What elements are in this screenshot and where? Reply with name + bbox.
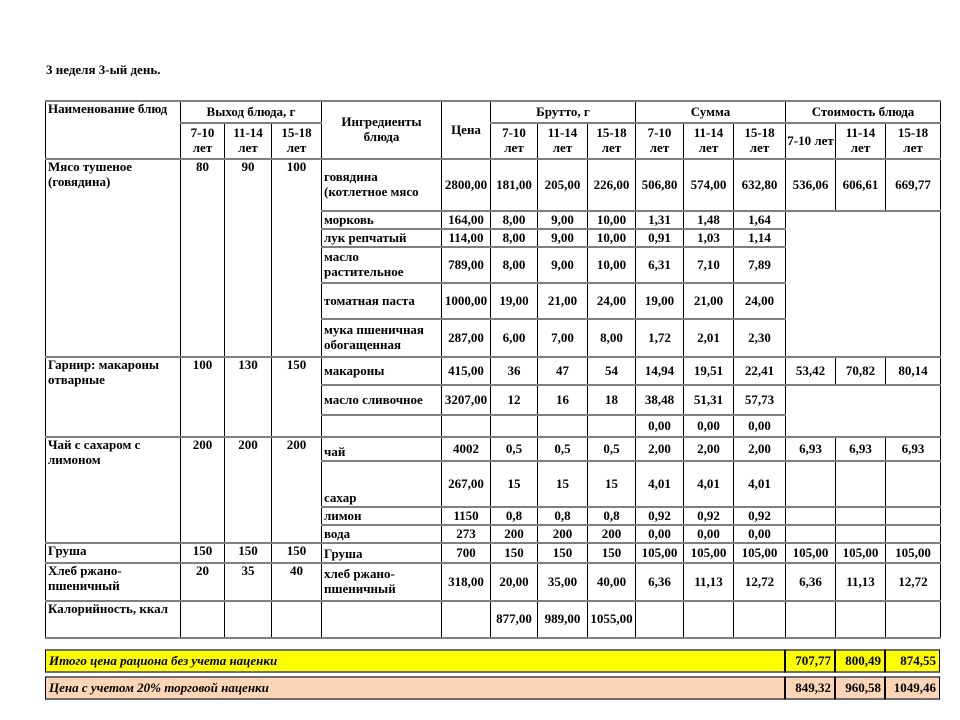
value-cell: 0,8 bbox=[491, 507, 538, 525]
value-cell: 10,00 bbox=[588, 211, 636, 229]
value-cell: 205,00 bbox=[538, 159, 588, 211]
summary-markup-value: 1049,46 bbox=[885, 676, 940, 700]
value-cell: 0,5 bbox=[538, 437, 588, 461]
value-cell: 15 bbox=[588, 461, 636, 507]
age-group-header: 7-10 лет bbox=[181, 123, 225, 159]
age-group-header: 15-18 лет bbox=[272, 123, 322, 159]
value-cell: 6,31 bbox=[636, 247, 684, 283]
ingredient-cell: томатная паста bbox=[322, 283, 442, 319]
age-group-header: 7-10 лет bbox=[786, 123, 836, 159]
value-cell: 19,51 bbox=[684, 357, 734, 385]
value-cell: 7,10 bbox=[684, 247, 734, 283]
dish-name-cell: Калорийность, ккал bbox=[46, 601, 181, 638]
value-cell: 57,73 bbox=[734, 385, 786, 415]
value-cell: 0,92 bbox=[636, 507, 684, 525]
value-cell: 4,01 bbox=[684, 461, 734, 507]
value-cell: 35,00 bbox=[538, 563, 588, 601]
value-cell: 8,00 bbox=[491, 211, 538, 229]
value-cell: 22,41 bbox=[734, 357, 786, 385]
value-cell: 574,00 bbox=[684, 159, 734, 211]
portion-weight-cell: 200 bbox=[181, 437, 225, 543]
value-cell: 2,30 bbox=[734, 319, 786, 357]
value-cell: 606,61 bbox=[836, 159, 886, 211]
price-cell: 1150 bbox=[442, 507, 491, 525]
value-cell: 1,31 bbox=[636, 211, 684, 229]
ingredient-cell: мука пшеничная обогащенная bbox=[322, 319, 442, 357]
portion-weight-cell: 35 bbox=[225, 563, 272, 601]
value-cell: 877,00 bbox=[491, 601, 538, 638]
value-cell: 0,5 bbox=[491, 437, 538, 461]
value-cell: 14,94 bbox=[636, 357, 684, 385]
value-cell: 0,00 bbox=[684, 525, 734, 543]
value-cell: 150 bbox=[538, 543, 588, 563]
ingredient-cell bbox=[322, 415, 442, 437]
value-cell: 36 bbox=[491, 357, 538, 385]
value-cell: 11,13 bbox=[836, 563, 886, 601]
price-cell: 3207,00 bbox=[442, 385, 491, 415]
value-cell: 669,77 bbox=[886, 159, 941, 211]
age-group-header: 15-18 лет bbox=[886, 123, 941, 159]
ingredient-cell: вода bbox=[322, 525, 442, 543]
value-cell: 10,00 bbox=[588, 247, 636, 283]
summary-markup-value: 849,32 bbox=[785, 676, 835, 700]
empty-cell bbox=[786, 507, 836, 525]
summary-markup-label: Цена с учетом 20% торговой наценки bbox=[45, 676, 785, 700]
value-cell: 2,00 bbox=[636, 437, 684, 461]
value-cell: 150 bbox=[588, 543, 636, 563]
value-cell: 6,36 bbox=[786, 563, 836, 601]
value-cell: 18 bbox=[588, 385, 636, 415]
value-cell: 1055,00 bbox=[588, 601, 636, 638]
age-group-header: 11-14 лет bbox=[538, 123, 588, 159]
portion-weight-cell: 20 bbox=[181, 563, 225, 601]
value-cell: 1,64 bbox=[734, 211, 786, 229]
age-group-header: 7-10 лет bbox=[491, 123, 538, 159]
empty-cell bbox=[538, 415, 588, 437]
value-cell: 2,01 bbox=[684, 319, 734, 357]
age-group-header: 11-14 лет bbox=[836, 123, 886, 159]
value-cell: 20,00 bbox=[491, 563, 538, 601]
dish-name-cell: Гарнир: макароны отварные bbox=[46, 357, 181, 437]
empty-cell bbox=[786, 525, 836, 543]
empty-cell bbox=[636, 601, 684, 638]
ingredient-cell: Груша bbox=[322, 543, 442, 563]
value-cell: 632,80 bbox=[734, 159, 786, 211]
portion-weight-cell: 150 bbox=[181, 543, 225, 563]
price-cell: 789,00 bbox=[442, 247, 491, 283]
value-cell: 21,00 bbox=[538, 283, 588, 319]
header-ingredients: Ингредиенты блюда bbox=[322, 101, 442, 159]
dish-name-cell: Груша bbox=[46, 543, 181, 563]
price-cell: 114,00 bbox=[442, 229, 491, 247]
empty-cell bbox=[684, 601, 734, 638]
price-cell: 273 bbox=[442, 525, 491, 543]
ingredient-cell: масло растительное bbox=[322, 247, 442, 283]
ingredient-cell: хлеб ржано-пшеничный bbox=[322, 563, 442, 601]
value-cell: 150 bbox=[491, 543, 538, 563]
value-cell: 105,00 bbox=[836, 543, 886, 563]
summary-total-label: Итого цена рациона без учета наценки bbox=[45, 649, 785, 673]
header-brutto: Брутто, г bbox=[491, 101, 636, 123]
portion-weight-cell: 200 bbox=[225, 437, 272, 543]
value-cell: 51,31 bbox=[684, 385, 734, 415]
value-cell: 506,80 bbox=[636, 159, 684, 211]
price-cell: 415,00 bbox=[442, 357, 491, 385]
ingredient-cell: сахар bbox=[322, 461, 442, 507]
age-group-header: 11-14 лет bbox=[684, 123, 734, 159]
empty-cell bbox=[886, 601, 941, 638]
empty-cell bbox=[836, 601, 886, 638]
empty-cell bbox=[886, 461, 941, 507]
portion-weight-cell: 150 bbox=[225, 543, 272, 563]
value-cell: 12,72 bbox=[886, 563, 941, 601]
value-cell: 105,00 bbox=[734, 543, 786, 563]
summary-total-value: 800,49 bbox=[835, 649, 885, 673]
header-dish-name: Наименование блюд bbox=[46, 101, 181, 159]
price-cell bbox=[442, 601, 491, 638]
price-cell: 287,00 bbox=[442, 319, 491, 357]
portion-weight-cell: 40 bbox=[272, 563, 322, 601]
summary-markup-value: 960,58 bbox=[835, 676, 885, 700]
portion-weight-cell: 80 bbox=[181, 159, 225, 357]
dish-name-cell: Хлеб ржано-пшеничный bbox=[46, 563, 181, 601]
value-cell: 12 bbox=[491, 385, 538, 415]
value-cell: 200 bbox=[491, 525, 538, 543]
value-cell: 9,00 bbox=[538, 211, 588, 229]
value-cell: 1,72 bbox=[636, 319, 684, 357]
value-cell: 54 bbox=[588, 357, 636, 385]
value-cell: 8,00 bbox=[588, 319, 636, 357]
value-cell: 989,00 bbox=[538, 601, 588, 638]
value-cell: 0,92 bbox=[734, 507, 786, 525]
value-cell: 47 bbox=[538, 357, 588, 385]
value-cell: 10,00 bbox=[588, 229, 636, 247]
dish-name-cell: Мясо тушеное (говядина) bbox=[46, 159, 181, 357]
price-cell: 4002 bbox=[442, 437, 491, 461]
value-cell: 11,13 bbox=[684, 563, 734, 601]
value-cell: 2,00 bbox=[684, 437, 734, 461]
empty-cell bbox=[786, 461, 836, 507]
value-cell: 24,00 bbox=[734, 283, 786, 319]
ingredient-cell: лимон bbox=[322, 507, 442, 525]
ingredient-cell: говядина (котлетное мясо bbox=[322, 159, 442, 211]
portion-weight-cell: 150 bbox=[272, 543, 322, 563]
value-cell: 7,89 bbox=[734, 247, 786, 283]
value-cell: 0,00 bbox=[636, 525, 684, 543]
value-cell: 200 bbox=[538, 525, 588, 543]
price-cell: 1000,00 bbox=[442, 283, 491, 319]
value-cell: 4,01 bbox=[734, 461, 786, 507]
value-cell: 0,00 bbox=[734, 525, 786, 543]
age-group-header: 11-14 лет bbox=[225, 123, 272, 159]
value-cell: 226,00 bbox=[588, 159, 636, 211]
portion-weight-cell: 100 bbox=[181, 357, 225, 437]
value-cell: 40,00 bbox=[588, 563, 636, 601]
value-cell: 15 bbox=[538, 461, 588, 507]
price-cell: 2800,00 bbox=[442, 159, 491, 211]
empty-cell bbox=[442, 415, 491, 437]
value-cell: 0,91 bbox=[636, 229, 684, 247]
value-cell: 8,00 bbox=[491, 229, 538, 247]
value-cell: 9,00 bbox=[538, 229, 588, 247]
ingredient-cell: морковь bbox=[322, 211, 442, 229]
empty-cell bbox=[225, 601, 272, 638]
value-cell: 38,48 bbox=[636, 385, 684, 415]
ingredient-cell: масло сливочное bbox=[322, 385, 442, 415]
dish-name-cell: Чай с сахаром с лимоном bbox=[46, 437, 181, 543]
value-cell: 24,00 bbox=[588, 283, 636, 319]
value-cell: 8,00 bbox=[491, 247, 538, 283]
ingredient-cell: лук репчатый bbox=[322, 229, 442, 247]
value-cell: 70,82 bbox=[836, 357, 886, 385]
price-cell: 164,00 bbox=[442, 211, 491, 229]
value-cell: 1,14 bbox=[734, 229, 786, 247]
value-cell: 105,00 bbox=[786, 543, 836, 563]
portion-weight-cell: 100 bbox=[272, 159, 322, 357]
value-cell: 0,5 bbox=[588, 437, 636, 461]
value-cell: 80,14 bbox=[886, 357, 941, 385]
value-cell: 6,93 bbox=[786, 437, 836, 461]
portion-weight-cell: 130 bbox=[225, 357, 272, 437]
value-cell: 6,00 bbox=[491, 319, 538, 357]
page-title: 3 неделя 3-ый день. bbox=[46, 62, 161, 77]
empty-cell bbox=[786, 601, 836, 638]
empty-cell bbox=[836, 461, 886, 507]
summary-total-value: 874,55 bbox=[885, 649, 940, 673]
summary-total-value: 707,77 bbox=[785, 649, 835, 673]
value-cell: 0,8 bbox=[588, 507, 636, 525]
value-cell: 0,00 bbox=[734, 415, 786, 437]
value-cell: 105,00 bbox=[636, 543, 684, 563]
value-cell: 6,36 bbox=[636, 563, 684, 601]
value-cell: 16 bbox=[538, 385, 588, 415]
empty-cell bbox=[272, 601, 322, 638]
merged-empty-cell bbox=[786, 385, 941, 437]
ingredient-cell bbox=[322, 601, 442, 638]
portion-weight-cell: 200 bbox=[272, 437, 322, 543]
value-cell: 4,01 bbox=[636, 461, 684, 507]
header-sum: Сумма bbox=[636, 101, 786, 123]
value-cell: 1,48 bbox=[684, 211, 734, 229]
portion-weight-cell: 90 bbox=[225, 159, 272, 357]
header-output: Выход блюда, г bbox=[181, 101, 322, 123]
header-price: Цена bbox=[442, 101, 491, 159]
empty-cell bbox=[836, 507, 886, 525]
price-cell: 700 bbox=[442, 543, 491, 563]
empty-cell bbox=[836, 525, 886, 543]
age-group-header: 15-18 лет bbox=[734, 123, 786, 159]
value-cell: 19,00 bbox=[491, 283, 538, 319]
menu-cost-table bbox=[45, 100, 941, 639]
value-cell: 2,00 bbox=[734, 437, 786, 461]
value-cell: 0,92 bbox=[684, 507, 734, 525]
ingredient-cell: макароны bbox=[322, 357, 442, 385]
empty-cell bbox=[734, 601, 786, 638]
summary-table bbox=[45, 646, 940, 703]
value-cell: 0,00 bbox=[684, 415, 734, 437]
merged-empty-cell bbox=[786, 211, 941, 357]
empty-cell bbox=[886, 507, 941, 525]
header-cost: Стоимость блюда bbox=[786, 101, 941, 123]
value-cell: 53,42 bbox=[786, 357, 836, 385]
value-cell: 536,06 bbox=[786, 159, 836, 211]
value-cell: 19,00 bbox=[636, 283, 684, 319]
value-cell: 0,00 bbox=[636, 415, 684, 437]
value-cell: 21,00 bbox=[684, 283, 734, 319]
empty-cell bbox=[181, 601, 225, 638]
value-cell: 15 bbox=[491, 461, 538, 507]
portion-weight-cell: 150 bbox=[272, 357, 322, 437]
value-cell: 1,03 bbox=[684, 229, 734, 247]
price-cell: 318,00 bbox=[442, 563, 491, 601]
empty-cell bbox=[491, 415, 538, 437]
empty-cell bbox=[886, 525, 941, 543]
value-cell: 181,00 bbox=[491, 159, 538, 211]
age-group-header: 15-18 лет bbox=[588, 123, 636, 159]
ingredient-cell: чай bbox=[322, 437, 442, 461]
value-cell: 0,8 bbox=[538, 507, 588, 525]
age-group-header: 7-10 лет bbox=[636, 123, 684, 159]
value-cell: 9,00 bbox=[538, 247, 588, 283]
value-cell: 7,00 bbox=[538, 319, 588, 357]
value-cell: 12,72 bbox=[734, 563, 786, 601]
value-cell: 200 bbox=[588, 525, 636, 543]
value-cell: 105,00 bbox=[684, 543, 734, 563]
empty-cell bbox=[588, 415, 636, 437]
value-cell: 105,00 bbox=[886, 543, 941, 563]
price-cell: 267,00 bbox=[442, 461, 491, 507]
value-cell: 6,93 bbox=[886, 437, 941, 461]
value-cell: 6,93 bbox=[836, 437, 886, 461]
